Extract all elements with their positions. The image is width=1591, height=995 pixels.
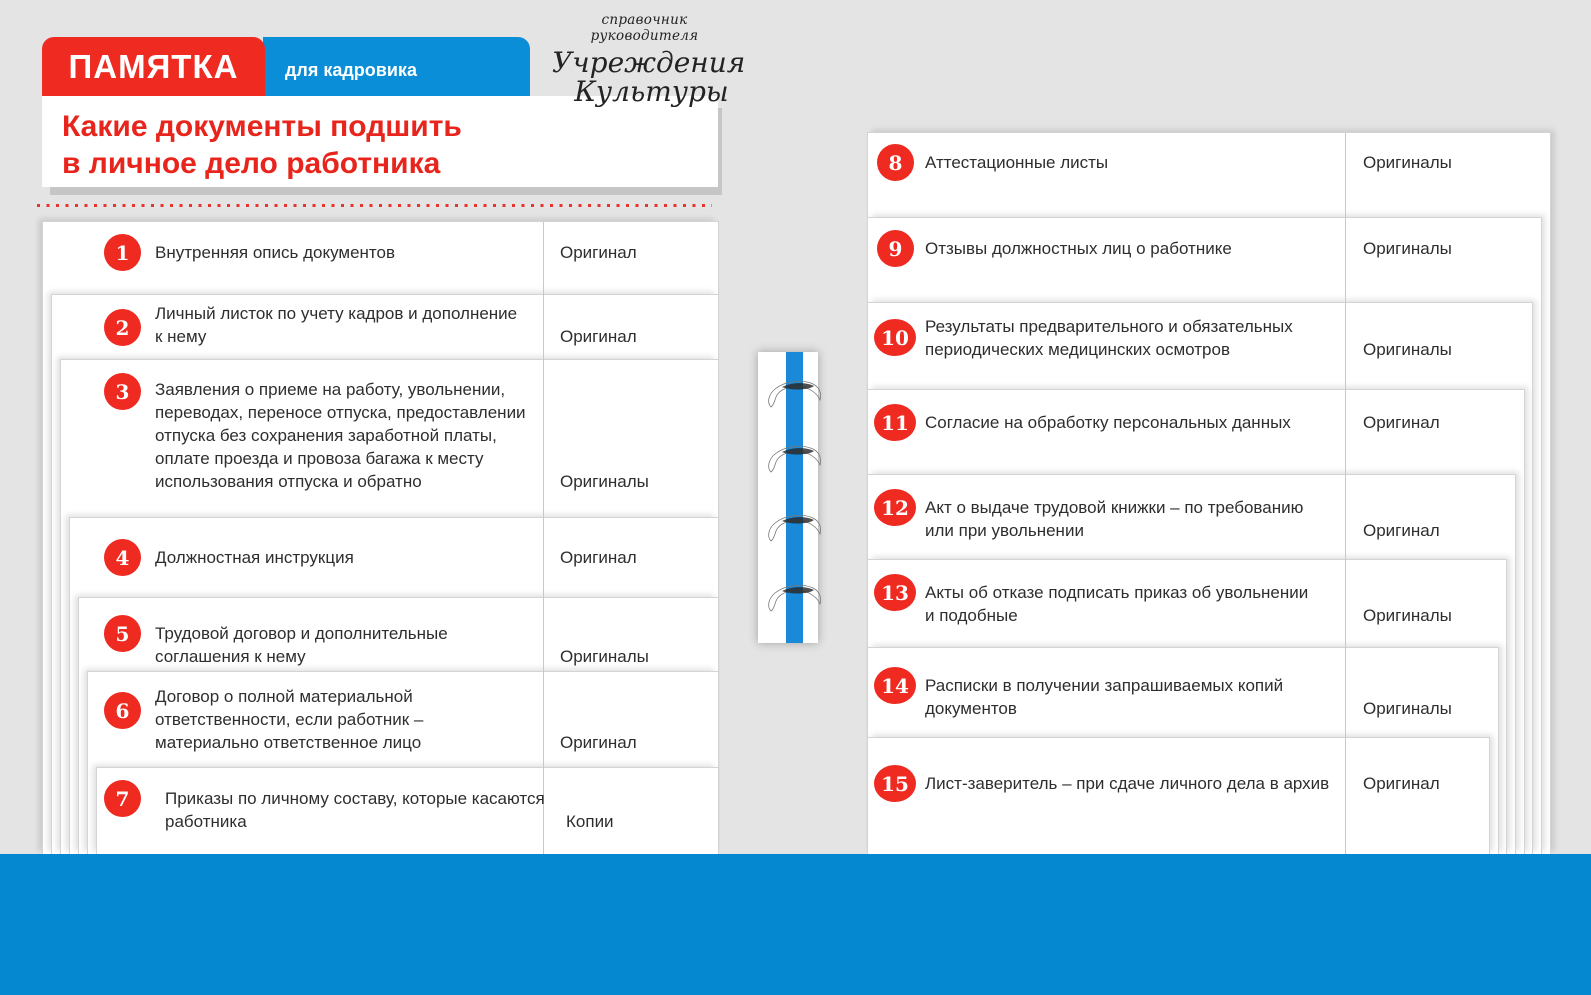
item-line: материально ответственное лицо bbox=[155, 733, 422, 752]
item-doc-type: Оригиналы bbox=[560, 647, 649, 666]
item-text bbox=[155, 546, 354, 569]
item-doc-type: Оригиналы bbox=[1363, 606, 1452, 625]
item-number-badge: 6 bbox=[104, 692, 141, 729]
column-divider-right bbox=[1345, 133, 1346, 854]
item-doc-type: Оригинал bbox=[560, 243, 637, 262]
item-doc-type: Оригинал bbox=[560, 733, 637, 752]
item-text bbox=[155, 378, 526, 493]
publisher-name-line1: Учреждения bbox=[552, 46, 746, 79]
item-line: Акт о выдаче трудовой книжки – по требованию bbox=[925, 498, 1304, 517]
item-number-badge: 9 bbox=[877, 230, 914, 267]
item-line: и подобные bbox=[925, 606, 1018, 625]
item-number-badge: 12 bbox=[874, 489, 916, 526]
item-doc-type: Оригинал bbox=[1363, 521, 1440, 540]
item-line: Личный листок по учету кадров и дополнение bbox=[155, 304, 518, 323]
item-line: Аттестационные листы bbox=[925, 153, 1109, 172]
footer-bar bbox=[0, 854, 1591, 995]
column-divider-left bbox=[543, 222, 544, 854]
item-doc-type: Копии bbox=[566, 812, 614, 831]
item-number-badge: 13 bbox=[874, 574, 916, 611]
item-text bbox=[155, 685, 423, 754]
item-doc-type: Оригиналы bbox=[1363, 239, 1452, 258]
item-text bbox=[925, 237, 1232, 260]
item-text bbox=[925, 151, 1108, 174]
item-text bbox=[925, 315, 1293, 361]
item-doc-type: Оригиналы bbox=[1363, 699, 1452, 718]
item-text bbox=[925, 674, 1283, 720]
item-line: использования отпуска и обратно bbox=[155, 472, 422, 491]
sheet-item-15 bbox=[868, 738, 1489, 854]
item-line: Заявления о приеме на работу, увольнении, bbox=[155, 380, 506, 399]
page-title bbox=[62, 108, 462, 182]
binding-ring-icon bbox=[766, 443, 823, 475]
page-title-line2: в личное дело работника bbox=[62, 147, 441, 180]
publisher-tagline: справочник руководителя bbox=[590, 12, 699, 44]
item-text bbox=[155, 241, 395, 264]
item-line: документов bbox=[925, 699, 1017, 718]
binding-ring-icon bbox=[766, 582, 823, 614]
item-doc-type: Оригиналы bbox=[560, 472, 649, 491]
audience-badge-label: для кадровика bbox=[285, 60, 417, 80]
item-doc-type: Оригиналы bbox=[1363, 340, 1452, 359]
item-line: Согласие на обработку персональных данных bbox=[925, 413, 1291, 432]
item-line: Акты об отказе подписать приказ об увольнении bbox=[925, 583, 1309, 602]
item-line: отпуска без сохранения заработной платы, bbox=[155, 426, 497, 445]
item-text bbox=[165, 787, 545, 833]
item-number-badge: 15 bbox=[874, 765, 916, 802]
item-number-badge: 4 bbox=[104, 539, 141, 576]
item-line: Трудовой договор и дополнительные bbox=[155, 624, 448, 643]
item-line: или при увольнении bbox=[925, 521, 1084, 540]
publisher-logo bbox=[552, 12, 746, 108]
item-text bbox=[925, 411, 1291, 434]
item-line: Договор о полной материальной bbox=[155, 687, 413, 706]
item-number-badge: 11 bbox=[874, 404, 916, 441]
item-number-badge: 5 bbox=[104, 615, 141, 652]
item-text bbox=[925, 496, 1303, 542]
publisher-name-line2: Культуры bbox=[574, 75, 729, 108]
item-number-badge: 2 bbox=[104, 309, 141, 346]
binding-ring-icon bbox=[766, 512, 823, 544]
audience-badge bbox=[263, 37, 530, 96]
dotted-divider bbox=[37, 204, 712, 207]
item-doc-type: Оригинал bbox=[560, 327, 637, 346]
item-text bbox=[155, 622, 448, 668]
memo-badge bbox=[42, 37, 265, 96]
binding-ring-icon bbox=[766, 378, 823, 410]
item-doc-type: Оригинал bbox=[560, 548, 637, 567]
item-doc-type: Оригиналы bbox=[1363, 153, 1452, 172]
item-line: Результаты предварительного и обязательных bbox=[925, 317, 1293, 336]
item-line: ответственности, если работник – bbox=[155, 710, 424, 729]
item-line: Отзывы должностных лиц о работнике bbox=[925, 239, 1232, 258]
item-number-badge: 3 bbox=[104, 373, 141, 410]
item-text bbox=[155, 302, 517, 348]
item-line: Должностная инструкция bbox=[155, 548, 354, 567]
item-line: к нему bbox=[155, 327, 207, 346]
item-line: оплате проезда и провоза багажа к месту bbox=[155, 449, 484, 468]
item-number-badge: 7 bbox=[104, 780, 141, 817]
item-number-badge: 8 bbox=[877, 144, 914, 181]
item-line: Лист-заверитель – при сдаче личного дела в архив bbox=[925, 774, 1330, 793]
item-number-badge: 14 bbox=[874, 667, 916, 704]
item-line: работника bbox=[165, 812, 247, 831]
item-doc-type: Оригинал bbox=[1363, 413, 1440, 432]
item-line: Внутренняя опись документов bbox=[155, 243, 395, 262]
item-line: переводах, переносе отпуска, предоставлении bbox=[155, 403, 526, 422]
item-number-badge: 1 bbox=[104, 234, 141, 271]
item-text bbox=[925, 772, 1329, 795]
page-title-line1: Какие документы подшить bbox=[62, 110, 462, 143]
item-line: Расписки в получении запрашиваемых копий bbox=[925, 676, 1284, 695]
title-card bbox=[42, 96, 718, 187]
item-doc-type: Оригинал bbox=[1363, 774, 1440, 793]
item-line: соглашения к нему bbox=[155, 647, 306, 666]
item-line: периодических медицинских осмотров bbox=[925, 340, 1230, 359]
item-text bbox=[925, 581, 1308, 627]
memo-badge-label: ПАМЯТКА bbox=[68, 47, 239, 85]
item-line: Приказы по личному составу, которые касаются bbox=[165, 789, 545, 808]
item-number-badge: 10 bbox=[874, 319, 916, 356]
